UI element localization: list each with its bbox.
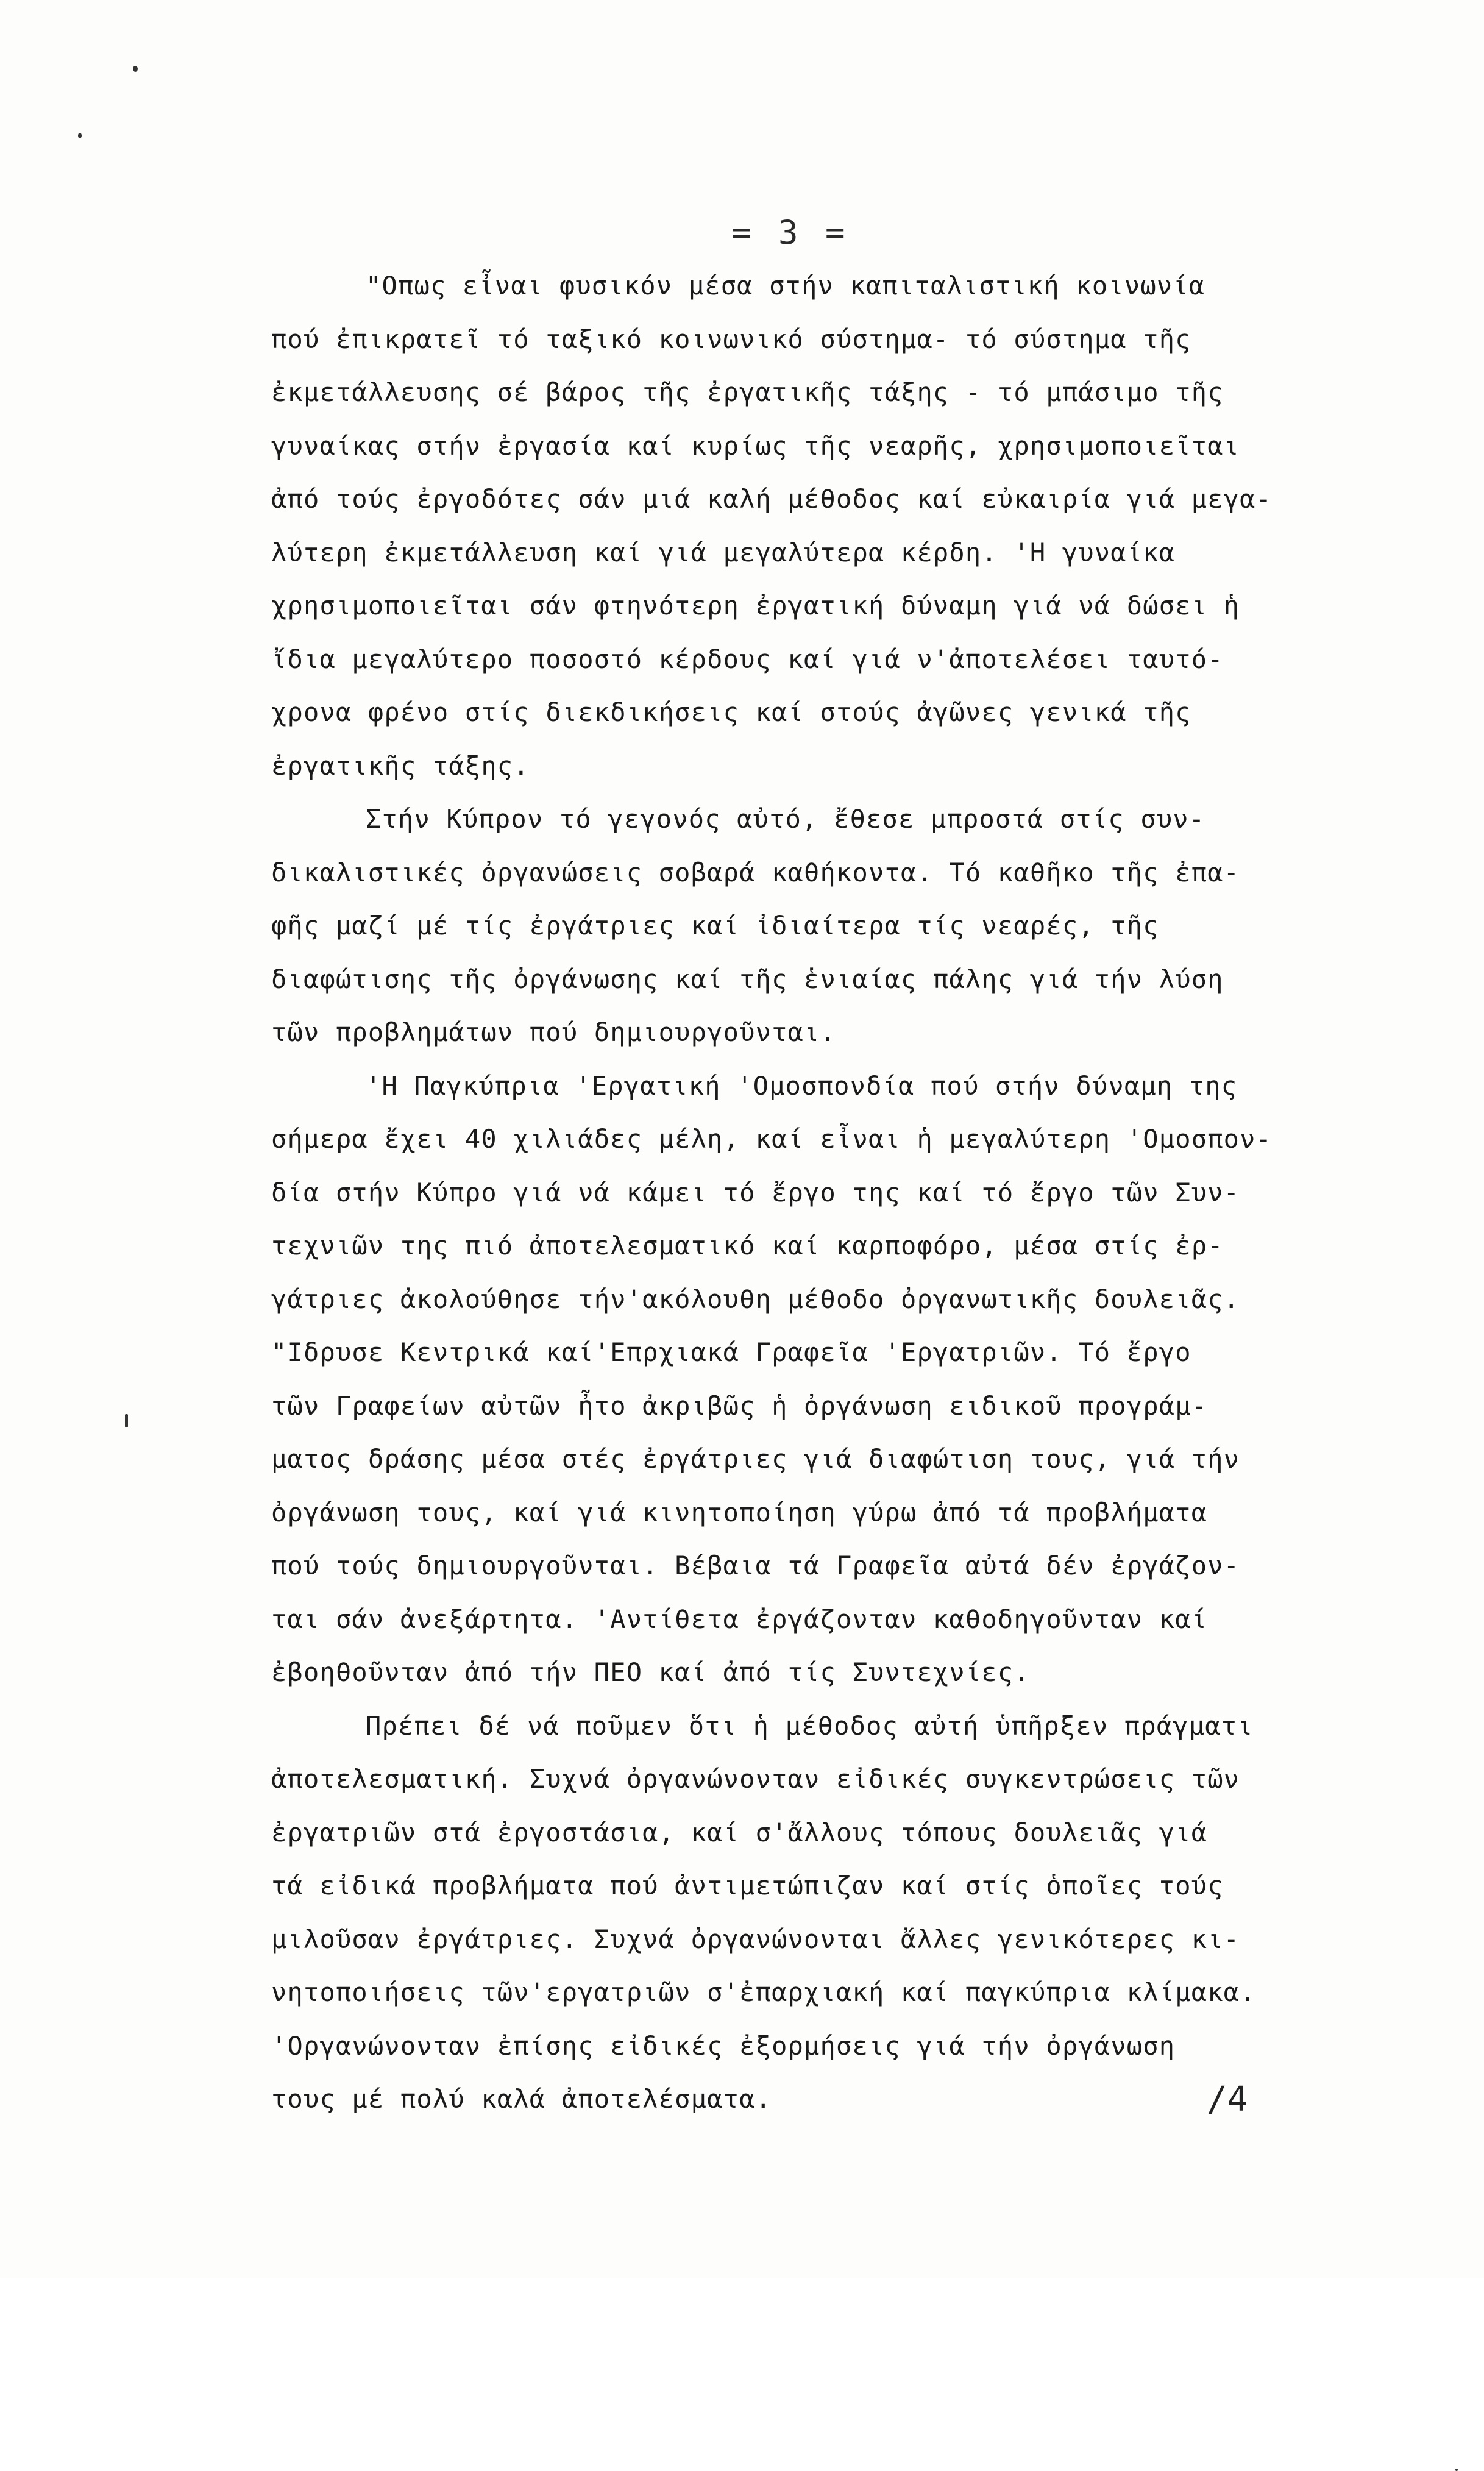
text-line: νητοποιήσεις τῶν'εργατριῶν σ'ἐπαρχιακή καί παγκύπρια κλίμακα. [271, 1977, 1256, 2007]
text-line: τῶν προβλημάτων πού δημιουργοῦνται. [271, 1017, 837, 1047]
next-page-marker: /4 [1207, 2080, 1248, 2119]
text-line: χρησιμοποιεῖται σάν φτηνότερη ἐργατική δύναμη γιά νά δώσει ἡ [271, 591, 1240, 620]
text-line: γυναίκας στήν ἐργασία καί κυρίως τῆς νεαρῆς, χρησιμοποιεῖται [271, 430, 1240, 461]
body-text [271, 259, 1466, 2126]
text-line: τεχνιῶν της πιό ἀποτελεσματικό καί καρποφόρο, μέσα στίς ἐρ- [271, 1231, 1224, 1260]
scan-speck [133, 66, 138, 72]
scan-speck [1455, 2469, 1458, 2471]
text-line: δικαλιστικές ὀργανώσεις σοβαρά καθήκοντα. Τό καθῆκο τῆς ἐπα- [271, 857, 1240, 887]
text-line: μιλοῦσαν ἐργάτριες. Συχνά ὀργανώνονται ἄλλες γενικότερες κι- [271, 1924, 1240, 1954]
text-line: τά εἰδικά προβλήματα πού ἀντιμετώπιζαν καί στίς ὁποῖες τούς [271, 1871, 1224, 1900]
text-line: δία στήν Κύπρο γιά νά κάμει τό ἔργο της καί τό ἔργο τῶν Συν- [271, 1177, 1240, 1207]
text-line: τους μέ πολύ καλά ἀποτελέσματα. [271, 2084, 772, 2114]
text-line: φῆς μαζί μέ τίς ἐργάτριες καί ἰδιαίτερα τίς νεαρές, τῆς [271, 911, 1159, 940]
text-line: ἐκμετάλλευσης σέ βάρος τῆς ἐργατικῆς τάξης - τό μπάσιμο τῆς [271, 377, 1224, 407]
text-line: Στήν Κύπρον τό γεγονός αὐτό, ἔθεσε μπροστά στίς συν- [366, 804, 1205, 834]
text-line: σήμερα ἔχει 40 χιλιάδες μέλη, καί εἶναι ἡ μεγαλύτερη 'Ομοσπον- [271, 1124, 1273, 1154]
text-line: γάτριες ἀκολούθησε τήν'ακόλουθη μέθοδο ὀργανωτικῆς δουλειᾶς. [271, 1284, 1240, 1314]
text-line: ἴδια μεγαλύτερο ποσοστό κέρδους καί γιά ν'ἀποτελέσει ταυτό- [271, 644, 1224, 674]
page-number: = 3 = [731, 213, 849, 252]
text-line: ἐργατριῶν στά ἐργοστάσια, καί σ'ἄλλους τόπους δουλειᾶς γιά [271, 1817, 1208, 1847]
text-line: διαφώτισης τῆς ὀργάνωσης καί τῆς ἑνιαίας πάλης γιά τήν λύση [271, 964, 1224, 994]
text-line: Πρέπει δέ νά ποῦμεν ὅτι ἡ μέθοδος αὐτή ὑπῆρξεν πράγματι [366, 1710, 1254, 1741]
text-line: ὀργάνωση τους, καί γιά κινητοποίηση γύρω ἀπό τά προβλήματα [271, 1497, 1208, 1527]
text-line: λύτερη ἐκμετάλλευση καί γιά μεγαλύτερα κέρδη. 'Η γυναίκα [271, 537, 1176, 567]
text-line: ματος δράσης μέσα στές ἐργάτριες γιά διαφώτιση τους, γιά τήν [271, 1444, 1240, 1474]
text-line: 'Η Παγκύπρια 'Εργατική 'Ομοσπονδία πού στήν δύναμη της [366, 1070, 1238, 1101]
text-line: ἀποτελεσματική. Συχνά ὀργανώνονταν εἰδικές συγκεντρώσεις τῶν [271, 1764, 1240, 1794]
text-line: ἀπό τούς ἐργοδότες σάν μιά καλή μέθοδος καί εὐκαιρία γιά μεγα- [271, 484, 1273, 514]
text-line: τῶν Γραφείων αὐτῶν ἦτο ἀκριβῶς ἡ ὀργάνωση ειδικοῦ προγράμ- [271, 1390, 1208, 1421]
text-line: "Ιδρυσε Κεντρικά καί'Επρχιακά Γραφεῖα 'Εργατριῶν. Τό ἔργο [271, 1337, 1191, 1367]
text-line: πού ἐπικρατεῖ τό ταξικό κοινωνικό σύστημα- τό σύστημα τῆς [271, 324, 1191, 354]
text-line: ἐβοηθοῦνταν ἀπό τήν ΠΕΟ καί ἀπό τίς Συντεχνίες. [271, 1657, 1030, 1687]
text-line: ἐργατικῆς τάξης. [271, 750, 530, 781]
scan-speck [78, 133, 82, 138]
text-line: χρονα φρένο στίς διεκδικήσεις καί στούς ἀγῶνες γενικά τῆς [271, 697, 1191, 727]
text-line: 'Οργανώνονταν ἐπίσης εἰδικές ἐξορμήσεις γιά τήν ὀργάνωση [271, 2030, 1176, 2061]
text-line: πού τούς δημιουργοῦνται. Βέβαια τά Γραφεῖα αὐτά δέν ἐργάζον- [271, 1551, 1240, 1580]
scan-speck [125, 1414, 128, 1427]
text-line: "Οπως εἶναι φυσικόν μέσα στήν καπιταλιστική κοινωνία [366, 271, 1205, 300]
text-line: ται σάν ἀνεξάρτητα. 'Αντίθετα ἐργάζονταν καθοδηγοῦνταν καί [271, 1604, 1208, 1634]
